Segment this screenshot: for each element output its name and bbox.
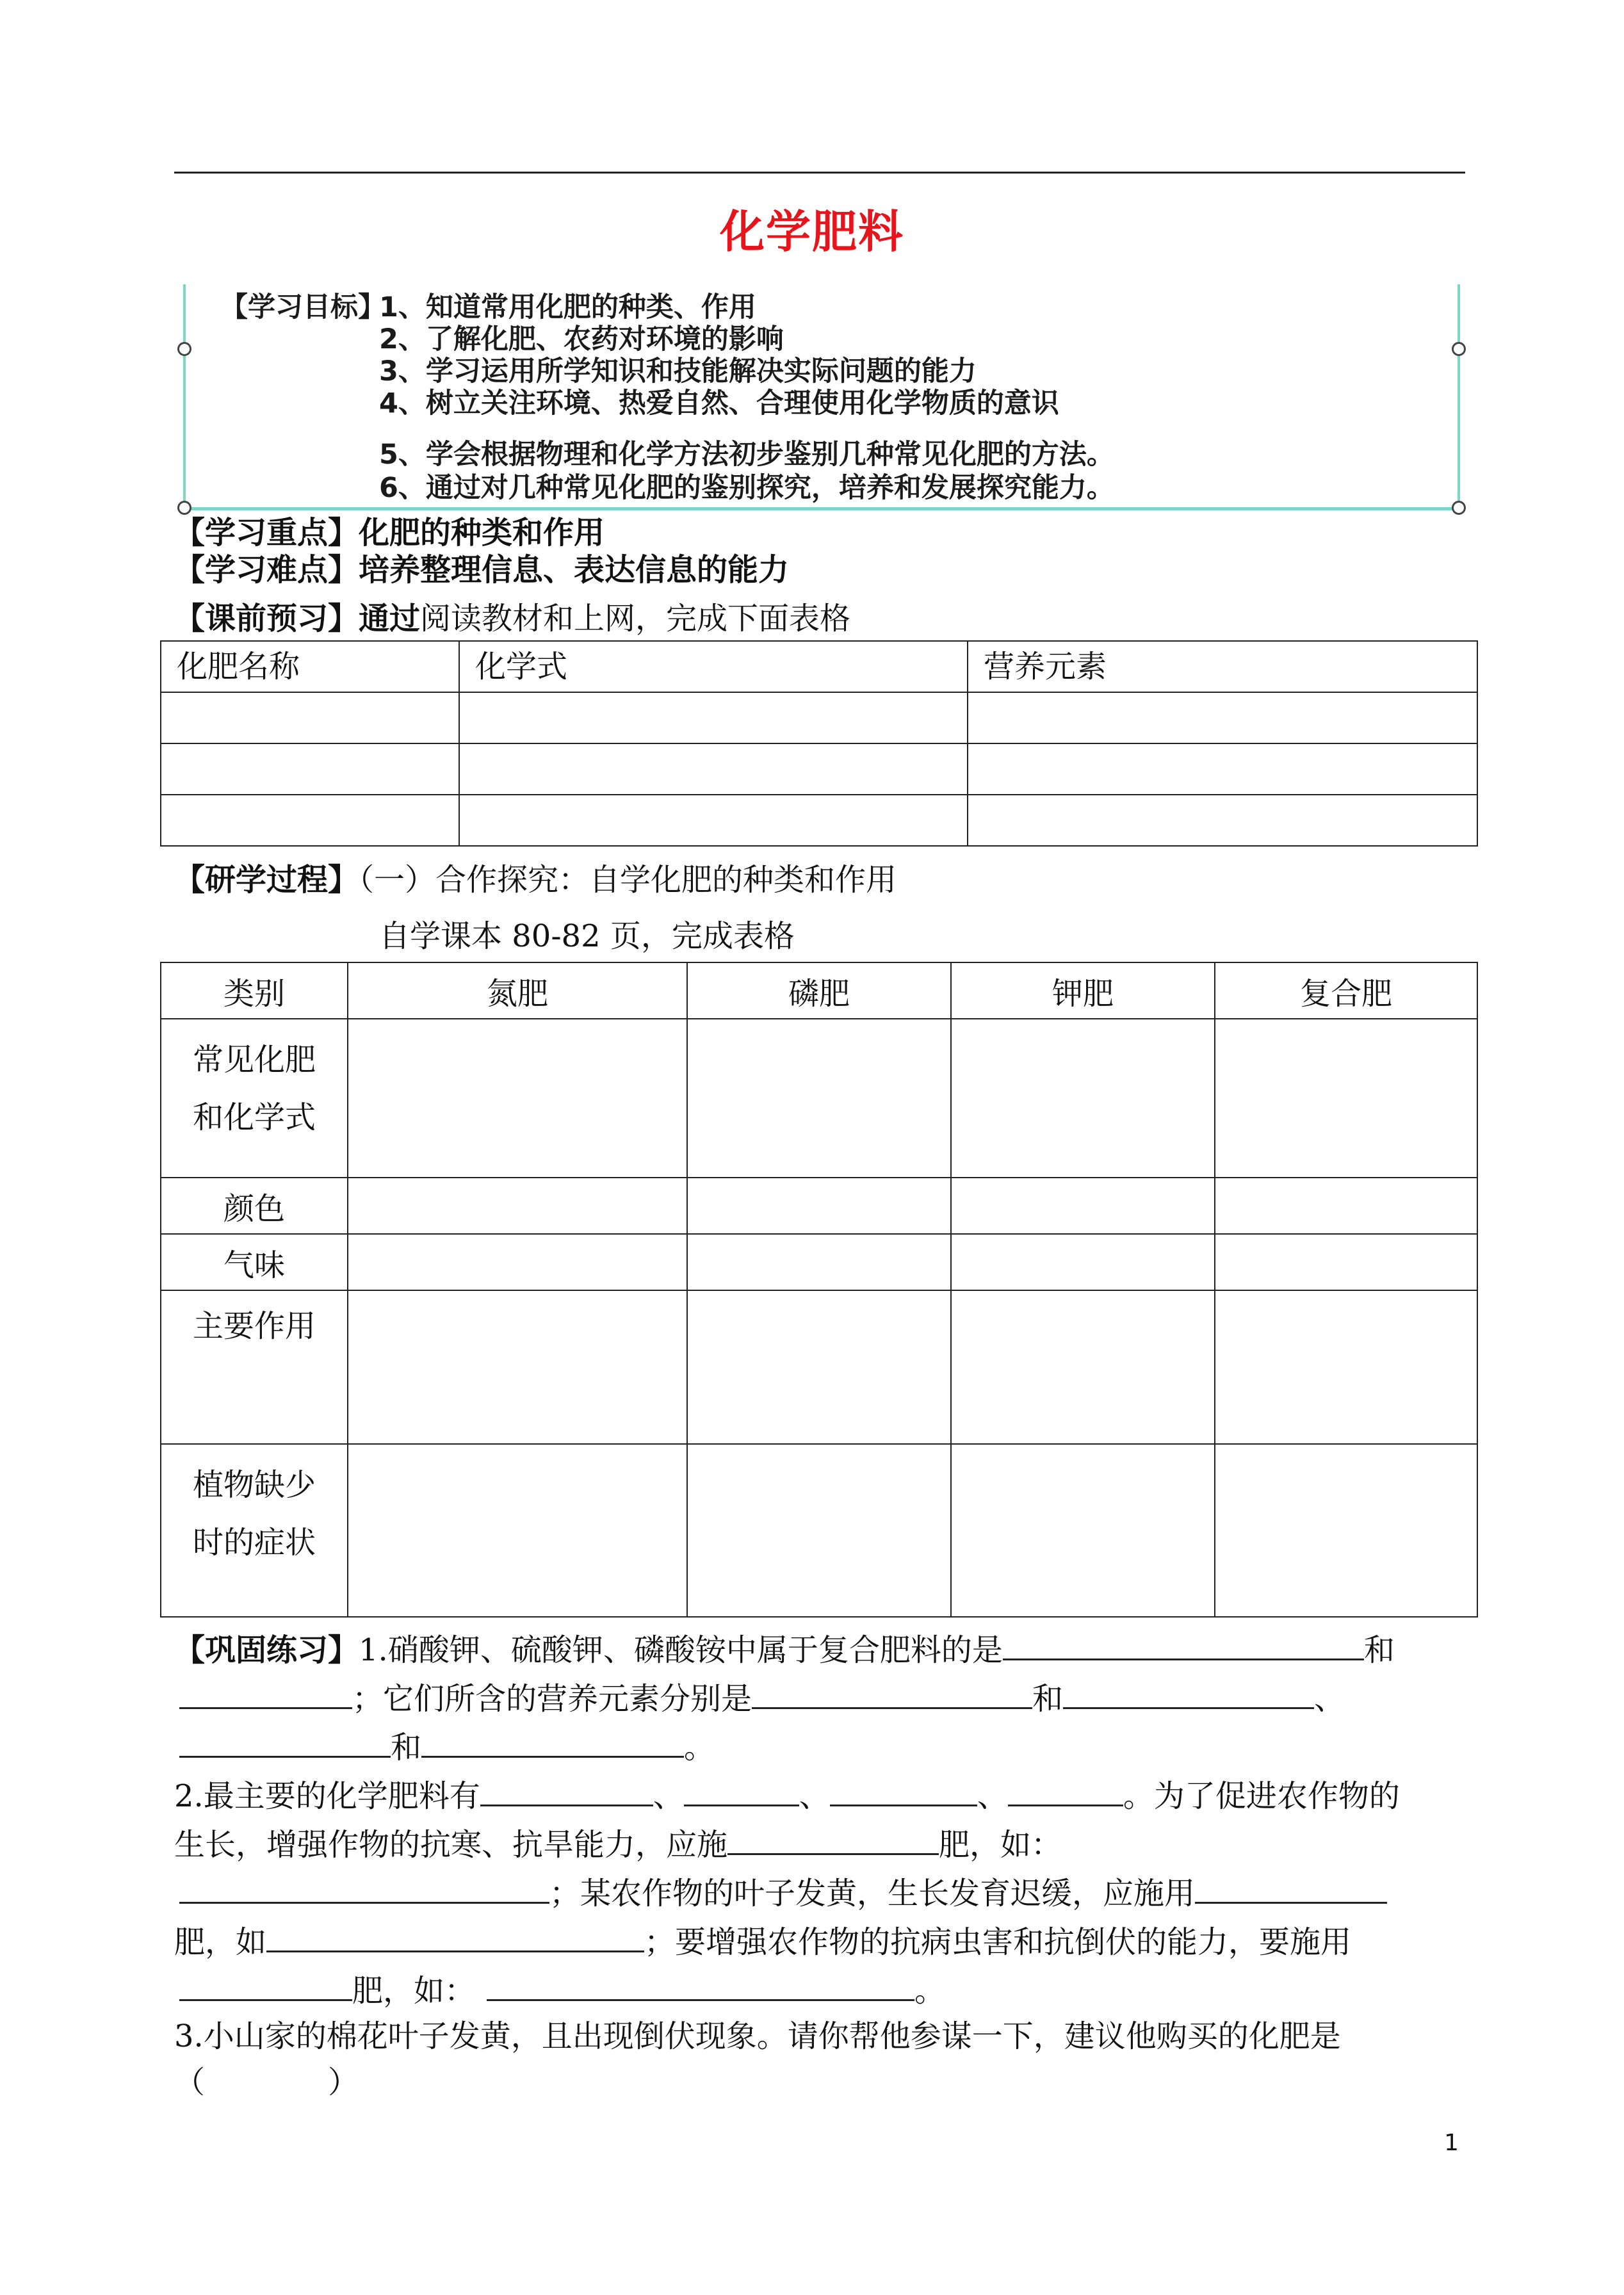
answer-blank[interactable] bbox=[684, 1774, 799, 1806]
practice-q3-line1: 3.小山家的棉花叶子发黄，且出现倒伏现象。请你帮他参谋一下，建议他购买的化肥是 bbox=[174, 2018, 1341, 2054]
answer-blank[interactable] bbox=[1003, 1628, 1364, 1660]
answer-blank[interactable] bbox=[266, 1920, 644, 1952]
objective-item: 4、树立关注环境、热爱自然、合理使用化学物质的意识 bbox=[379, 387, 1059, 419]
table-header-cell: 钾肥 bbox=[951, 962, 1215, 1019]
objective-item: 2、了解化肥、农药对环境的影响 bbox=[379, 323, 784, 355]
question-text: 2.最主要的化学肥料有 bbox=[174, 1778, 480, 1814]
table-cell[interactable] bbox=[161, 795, 459, 846]
answer-blank[interactable] bbox=[727, 1822, 939, 1855]
question-text: 。 bbox=[684, 1730, 715, 1765]
table-cell[interactable] bbox=[459, 795, 968, 846]
resize-handle-bottom-left[interactable] bbox=[177, 501, 191, 515]
key-point-label: 【学习重点】 bbox=[174, 515, 359, 551]
practice-q2-line2 bbox=[174, 1822, 1062, 1864]
row-label: 植物缺少 时的症状 bbox=[161, 1444, 348, 1617]
difficulty-line bbox=[174, 551, 789, 589]
question-text: 生长，增强作物的抗寒、抗旱能力，应施 bbox=[174, 1827, 728, 1863]
table-cell[interactable] bbox=[687, 1178, 951, 1234]
process-label: 【研学过程】 bbox=[174, 862, 359, 898]
table-cell[interactable] bbox=[687, 1234, 951, 1290]
practice-q2-line1 bbox=[174, 1774, 1400, 1815]
process-line bbox=[174, 861, 897, 899]
key-point-line bbox=[174, 514, 605, 552]
row-label: 主要作用 bbox=[161, 1290, 348, 1444]
table-cell[interactable] bbox=[161, 692, 459, 743]
resize-handle-right[interactable] bbox=[1452, 342, 1466, 356]
answer-blank[interactable] bbox=[1008, 1774, 1123, 1806]
table-cell[interactable] bbox=[687, 1290, 951, 1444]
answer-blank[interactable] bbox=[752, 1676, 1032, 1709]
question-text: 1.硝酸钾、硫酸钾、磷酸铵中属于复合肥料的是 bbox=[359, 1632, 1003, 1668]
fertilizer-table bbox=[160, 962, 1478, 1618]
table-cell[interactable] bbox=[951, 1019, 1215, 1178]
process-sub: 自学课本 80-82 页，完成表格 bbox=[379, 918, 795, 954]
difficulty-text: 培养整理信息、表达信息的能力 bbox=[359, 552, 790, 588]
question-text: 和 bbox=[391, 1730, 422, 1765]
question-text: ；它们所含的营养元素分别是 bbox=[352, 1681, 752, 1717]
answer-blank[interactable] bbox=[830, 1774, 977, 1806]
practice-q3-choice: （ ） bbox=[174, 2064, 359, 2100]
question-text: 。为了促进农作物的 bbox=[1123, 1778, 1400, 1814]
question-text: ；某农作物的叶子发黄，生长发育迟缓，应施用 bbox=[549, 1876, 1196, 1911]
table-cell[interactable] bbox=[1215, 1290, 1477, 1444]
question-text: 、 bbox=[653, 1778, 684, 1814]
resize-handle-bottom-right[interactable] bbox=[1452, 501, 1466, 515]
row-label: 常见化肥 和化学式 bbox=[161, 1019, 348, 1178]
table-row bbox=[161, 1019, 1477, 1178]
key-point-text: 化肥的种类和作用 bbox=[359, 515, 605, 551]
answer-blank[interactable] bbox=[179, 1968, 352, 2001]
question-text: 肥，如： bbox=[939, 1827, 1062, 1863]
question-text: 肥，如： bbox=[352, 1973, 476, 2009]
table-row bbox=[161, 743, 1477, 795]
table-header-cell: 类别 bbox=[161, 962, 348, 1019]
preview-line bbox=[174, 599, 850, 638]
table-cell[interactable] bbox=[968, 795, 1477, 846]
table-header-row bbox=[161, 641, 1477, 692]
preview-label: 【课前预习】 bbox=[174, 601, 359, 637]
table-header-cell: 氮肥 bbox=[348, 962, 687, 1019]
objective-item: 5、学会根据物理和化学方法初步鉴别几种常见化肥的方法。 bbox=[379, 439, 1114, 471]
table-cell[interactable] bbox=[951, 1444, 1215, 1617]
objective-item: 3、学习运用所学知识和技能解决实际问题的能力 bbox=[379, 355, 977, 387]
table-cell[interactable] bbox=[348, 1290, 687, 1444]
question-text: 和 bbox=[1363, 1632, 1395, 1668]
answer-blank[interactable] bbox=[179, 1871, 549, 1904]
table-row bbox=[161, 795, 1477, 846]
table-row bbox=[161, 1178, 1477, 1234]
practice-q2-line3 bbox=[179, 1871, 1387, 1913]
table-cell[interactable] bbox=[348, 1234, 687, 1290]
practice-q1-line2 bbox=[179, 1676, 1345, 1718]
difficulty-label: 【学习难点】 bbox=[174, 552, 359, 588]
answer-blank[interactable] bbox=[487, 1968, 914, 2001]
practice-q1-line3 bbox=[179, 1725, 715, 1767]
table-cell[interactable] bbox=[348, 1178, 687, 1234]
question-text: ；要增强农作物的抗病虫害和抗倒伏的能力，要施用 bbox=[644, 1924, 1352, 1960]
answer-blank[interactable] bbox=[480, 1774, 653, 1806]
answer-blank[interactable] bbox=[1195, 1871, 1387, 1904]
table-header-cell: 化肥名称 bbox=[161, 641, 459, 692]
question-text: 和 bbox=[1032, 1681, 1064, 1717]
objectives-label: 【学习目标】 bbox=[220, 291, 386, 323]
question-text: 、 bbox=[799, 1778, 830, 1814]
row-label: 气味 bbox=[161, 1234, 348, 1290]
table-header-cell: 营养元素 bbox=[968, 641, 1477, 692]
table-header-cell: 化学式 bbox=[459, 641, 968, 692]
page-title: 化学肥料 bbox=[720, 205, 904, 258]
practice-q2-line4 bbox=[174, 1920, 1351, 1961]
answer-blank[interactable] bbox=[421, 1725, 684, 1758]
objective-item: 1、知道常用化肥的种类、作用 bbox=[379, 291, 756, 323]
page-number: 1 bbox=[1444, 2130, 1459, 2156]
answer-blank[interactable] bbox=[179, 1725, 391, 1758]
answer-blank[interactable] bbox=[1063, 1676, 1314, 1709]
table-cell[interactable] bbox=[1215, 1019, 1477, 1178]
table-header-cell: 复合肥 bbox=[1215, 962, 1477, 1019]
table-header-cell: 磷肥 bbox=[687, 962, 951, 1019]
answer-blank[interactable] bbox=[179, 1676, 352, 1709]
table-cell[interactable] bbox=[968, 692, 1477, 743]
preview-text: 阅读教材和上网，完成下面表格 bbox=[420, 601, 851, 637]
table-row bbox=[161, 1234, 1477, 1290]
table-cell[interactable] bbox=[951, 1234, 1215, 1290]
table-cell[interactable] bbox=[161, 743, 459, 795]
table-cell[interactable] bbox=[951, 1290, 1215, 1444]
resize-handle-left[interactable] bbox=[177, 342, 191, 356]
table-cell[interactable] bbox=[968, 743, 1477, 795]
question-text: 、 bbox=[977, 1778, 1008, 1814]
process-text: （一）合作探究：自学化肥的种类和作用 bbox=[359, 862, 897, 898]
table-cell[interactable] bbox=[951, 1178, 1215, 1234]
table-cell[interactable] bbox=[1215, 1178, 1477, 1234]
table-row bbox=[161, 692, 1477, 743]
practice-label: 【巩固练习】 bbox=[174, 1632, 359, 1668]
question-text: 。 bbox=[914, 1973, 946, 2009]
question-text: 肥，如 bbox=[174, 1924, 267, 1960]
table-cell[interactable] bbox=[348, 1444, 687, 1617]
table-row bbox=[161, 1444, 1477, 1617]
practice-q1-line1 bbox=[174, 1628, 1395, 1669]
preview-table bbox=[160, 640, 1478, 847]
table-cell[interactable] bbox=[459, 692, 968, 743]
table-cell[interactable] bbox=[687, 1444, 951, 1617]
objectives-box[interactable] bbox=[183, 284, 1460, 510]
header-rule bbox=[174, 172, 1465, 174]
table-cell[interactable] bbox=[1215, 1444, 1477, 1617]
practice-q2-line5 bbox=[179, 1968, 945, 2010]
table-cell[interactable] bbox=[687, 1019, 951, 1178]
table-row bbox=[161, 1290, 1477, 1444]
table-cell[interactable] bbox=[1215, 1234, 1477, 1290]
table-header-row bbox=[161, 962, 1477, 1019]
preview-lead: 通过 bbox=[359, 601, 421, 637]
question-text: 、 bbox=[1314, 1681, 1345, 1717]
table-cell[interactable] bbox=[348, 1019, 687, 1178]
objective-item: 6、通过对几种常见化肥的鉴别探究，培养和发展探究能力。 bbox=[379, 472, 1114, 504]
table-cell[interactable] bbox=[459, 743, 968, 795]
row-label: 颜色 bbox=[161, 1178, 348, 1234]
